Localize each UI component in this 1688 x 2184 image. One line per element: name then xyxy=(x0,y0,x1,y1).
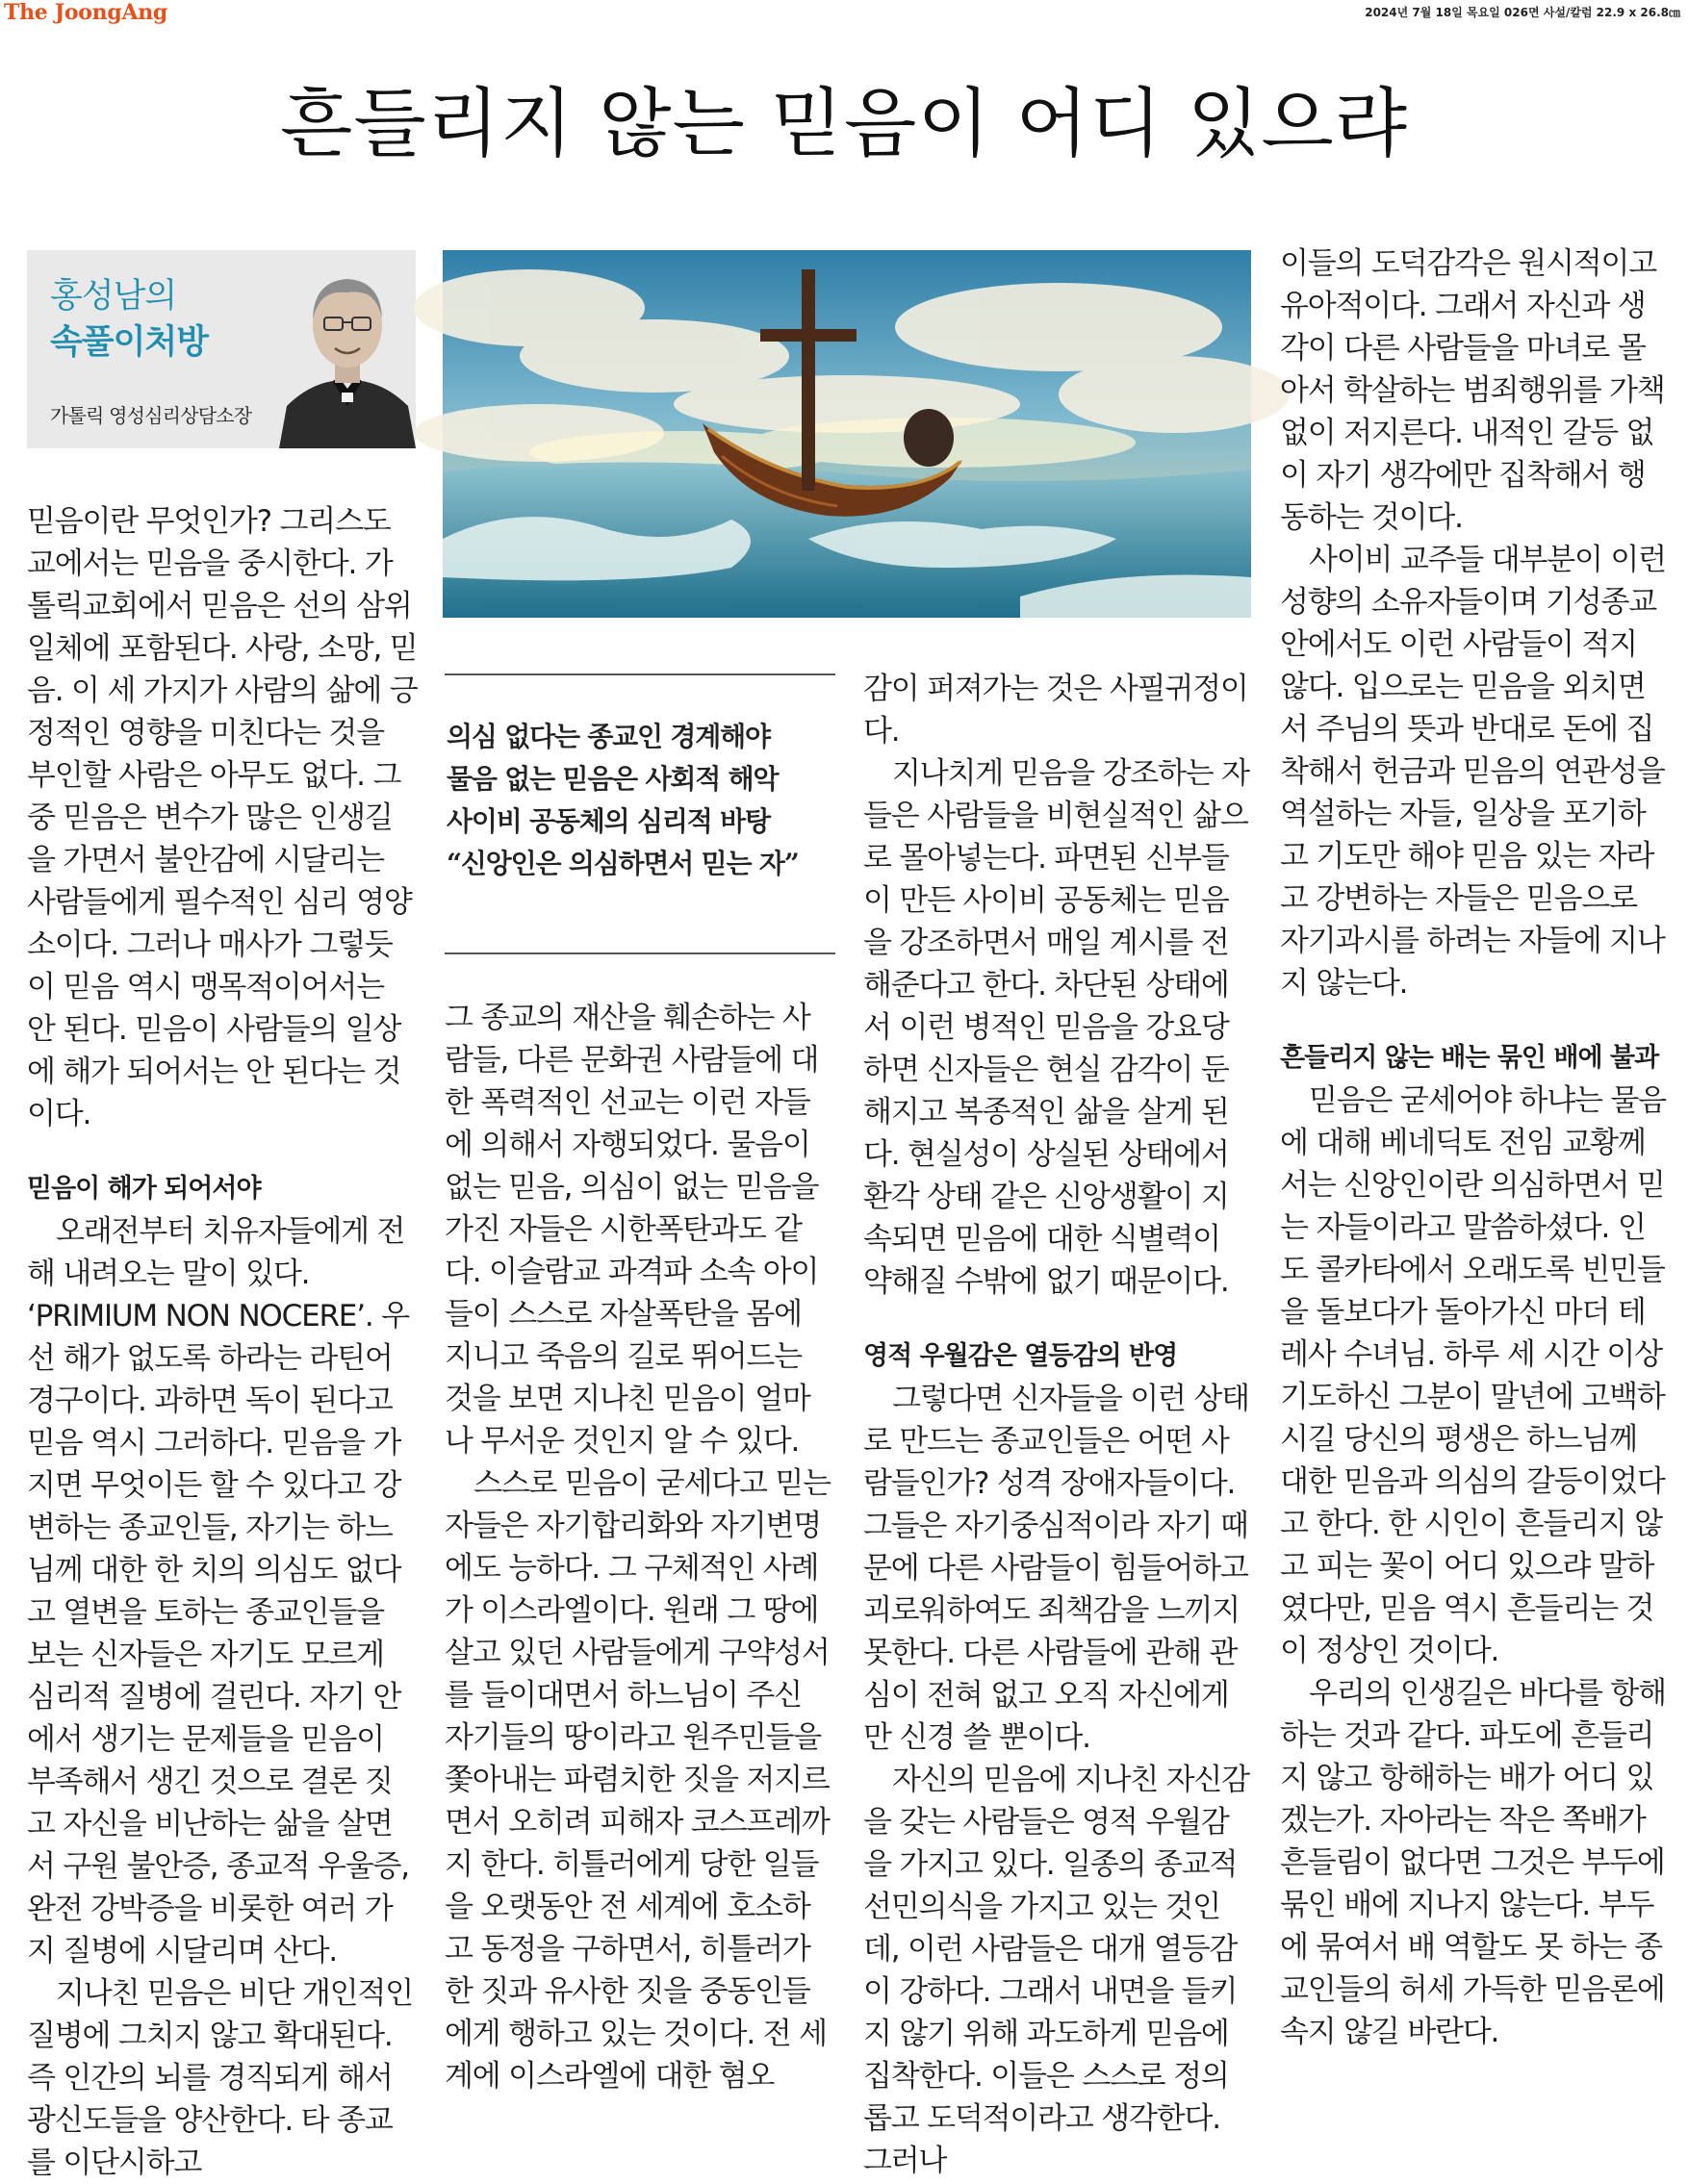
illustration-boat-cross xyxy=(443,250,1251,618)
paragraph: 믿음은 굳세어야 하냐는 물음에 대해 베네딕토 전임 교황께서는 신앙인이란 의심하면서 믿는 자들이라고 말씀하셨다. 인도 콜카타에서 오래도록 빈민들을 돌보다가 돌아가신 마더 테레사 수녀님. 하루 세 시간 이상 기도하신 그분이 말년에 고백하시길 당신의 평생은 하느님께 대한 믿음과 의심의 갈등이었다고 한다. 한 시인이 흔들리지 않고 피는 꽃이 어디 있으랴 말하였다만, 믿음 역시 흔들리는 것이 정상인 것이다. xyxy=(1280,1083,1666,1668)
paragraph: 자신의 믿음에 지나친 자신감을 갖는 사람들은 영적 우월감을 가지고 있다. 일종의 종교적 선민의식을 가지고 있는 것인데, 이런 사람들은 대개 열등감이 강하다. 그래서 내면을 들키지 않기 위해 과도하게 믿음에 집착한다. 이들은 스스로 정의롭고 도덕적이라고 생각한다. 그러나 xyxy=(863,1763,1249,2178)
pull-quote-line: “신앙인은 의심하면서 믿는 자” xyxy=(447,848,799,879)
paragraph: 믿음이란 무엇인가? 그리스도교에서는 믿음을 중시한다. 가톨릭교회에서 믿음은 선의 삼위일체에 포함된다. 사랑, 소망, 믿음. 이 세 가지가 사람의 삶에 긍정적인 영향을 미친다는 것을 부인할 사람은 아무도 없다. 그중 믿음은 변수가 많은 인생길을 가면서 불안감에 시달리는 사람들에게 필수적인 심리 영양소이다. 그러나 매사가 그렇듯이 믿음 역시 맹목적이어서는 안 된다. 믿음이 사람들의 일상에 해가 되어서는 안 된다는 것이다. xyxy=(27,504,418,1131)
paragraph: 지나친 믿음은 비단 개인적인 질병에 그치지 않고 확대된다. 즉 인간의 뇌를 경직되게 해서 광신도들을 양산한다. 타 종교를 이단시하고 xyxy=(27,1976,413,2180)
headline: 흔들리지 않는 믿음이 어디 있으랴 xyxy=(279,81,1409,167)
column-series-title: 속풀이처방 xyxy=(50,323,209,362)
paragraph: 지나치게 믿음을 강조하는 자들은 사람들을 비현실적인 삶으로 몰아넣는다. 파면된 신부들이 만든 사이비 공동체는 믿음을 강조하면서 매일 계시를 전해준다고 한다. 차단된 상태에서 이런 병적인 믿음을 강요당하면 신자들은 현실 감각이 둔해지고 복종적인 삶을 살게 된다. 현실성이 상실된 상태에서 환각 상태 같은 신앙생활이 지속되면 믿음에 대한 식별력이 약해질 수밖에 없기 때문이다. xyxy=(863,756,1249,1299)
article-column-2 xyxy=(445,997,834,2097)
edition-info: 2024년 7월 18일 목요일 026면 사설/칼럼 22.9 x 26.8㎝ xyxy=(1365,6,1680,19)
paragraph: 스스로 믿음이 굳세다고 믿는 자들은 자기합리화와 자기변명에도 능하다. 그 구체적인 사례가 이스라엘이다. 원래 그 땅에 살고 있던 사람들에게 구약성서를 들이대면서 하느님이 주신 자기들의 땅이라고 원주민들을 쫓아내는 파렴치한 짓을 저지르면서 오히려 피해자 코스프레까지 한다. 히틀러에게 당한 일들을 오랫동안 전 세계에 호소하고 동정을 구하면서, 히틀러가 한 짓과 유사한 짓을 중동인들에게 행하고 있는 것이다. 전 세계에 이스라엘에 대한 혐오 xyxy=(445,1466,831,2094)
paragraph: 그렇다면 신자들을 이런 상태로 만드는 종교인들은 어떤 사람들인가? 성격 장애자들이다. 그들은 자기중심적이라 자기 때문에 다른 사람들이 힘들어하고 괴로워하여도 죄책감을 느끼지 못한다. 다른 사람들에 관해 관심이 전혀 없고 오직 자신에게만 신경 쓸 뿐이다. xyxy=(863,1382,1249,1755)
paragraph: 그 종교의 재산을 훼손하는 사람들, 다른 문화권 사람들에 대한 폭력적인 선교는 이런 자들에 의해서 자행되었다. 물음이 없는 믿음, 의심이 없는 믿음을 가진 자들은 시한폭탄과도 같다. 이슬람교 과격파 소속 아이들이 스스로 자살폭탄을 몸에 지니고 죽음의 길로 뛰어드는 것을 보면 지나친 믿음이 얼마나 무서운 것인지 알 수 있다. xyxy=(445,1001,819,1459)
subheading: 믿음이 해가 되어서야 xyxy=(27,1174,261,1204)
subheading: 영적 우월감은 열등감의 반영 xyxy=(863,1341,1178,1371)
pull-quote-line: 사이비 공동체의 심리적 바탕 xyxy=(447,805,770,837)
paragraph: 이들의 도덕감각은 원시적이고 유아적이다. 그래서 자신과 생각이 다른 사람들을 마녀로 몰아서 학살하는 범죄행위를 가책 없이 저지른다. 내적인 갈등 없이 자기 생각에만 집착해서 행동하는 것이다. xyxy=(1280,246,1665,535)
article-column-1 xyxy=(27,500,418,2184)
article-column-4 xyxy=(1280,242,1669,2053)
paragraph: 오래전부터 치유자들에게 전해 내려오는 말이 있다. ‘PRIMIUM NON NOCERE’. 우선 해가 없도록 하라는 라틴어 경구이다. 과하면 독이 된다고 믿음 역시 그러하다. 믿음을 가지면 무엇이든 할 수 있다고 강변하는 종교인들, 자기는 하느님께 대한 한 치의 의심도 없다고 열변을 토하는 종교인들을 보는 신자들은 자기도 모르게 심리적 질병에 걸린다. 자기 안에서 생기는 문제들을 믿음이 부족해서 생긴 것으로 결론 짓고 자신을 비난하는 삶을 살면서 구원 불안증, 종교적 우울증, 완전 강박증을 비롯한 여러 가지 질병에 시달리며 산다. xyxy=(27,1214,409,1968)
paragraph: 사이비 교주들 대부분이 이런 성향의 소유자들이며 기성종교 안에서도 이런 사람들이 적지 않다. 입으로는 믿음을 외치면서 주님의 뜻과 반대로 돈에 집착해서 헌금과 믿음의 연관성을 역설하는 자들, 일상을 포기하고 기도만 해야 믿음 있는 자라고 강변하는 자들은 믿음으로 자기과시를 하려는 자들에 지나지 않는다. xyxy=(1280,543,1666,1001)
author-portrait xyxy=(279,262,416,448)
pull-quote-line: 의심 없다는 종교인 경계해야 xyxy=(447,721,770,752)
paragraph: 감이 퍼져가는 것은 사필귀정이다. xyxy=(863,672,1248,749)
subheading: 흔들리지 않는 배는 묶인 배에 불과 xyxy=(1280,1043,1659,1073)
author-role: 가톨릭 영성심리상담소장 xyxy=(50,404,252,427)
article-column-3 xyxy=(863,668,1252,2182)
pull-quote-line: 물음 없는 믿음은 사회적 해악 xyxy=(447,763,779,795)
author-box xyxy=(27,250,416,448)
column-series-name: 홍성남의 xyxy=(50,277,177,316)
pull-quote xyxy=(445,673,835,954)
paragraph: 우리의 인생길은 바다를 항해하는 것과 같다. 파도에 흔들리지 않고 항해하는 배가 어디 있겠는가. 자아라는 작은 쪽배가 흔들림이 없다면 그것은 부두에 묶인 배에 지나지 않는다. 부두에 묶여서 배 역할도 못 하는 종교인들의 허세 가득한 믿음론에 속지 않길 바란다. xyxy=(1280,1676,1666,2049)
newspaper-logo: The JoongAng xyxy=(4,0,168,25)
